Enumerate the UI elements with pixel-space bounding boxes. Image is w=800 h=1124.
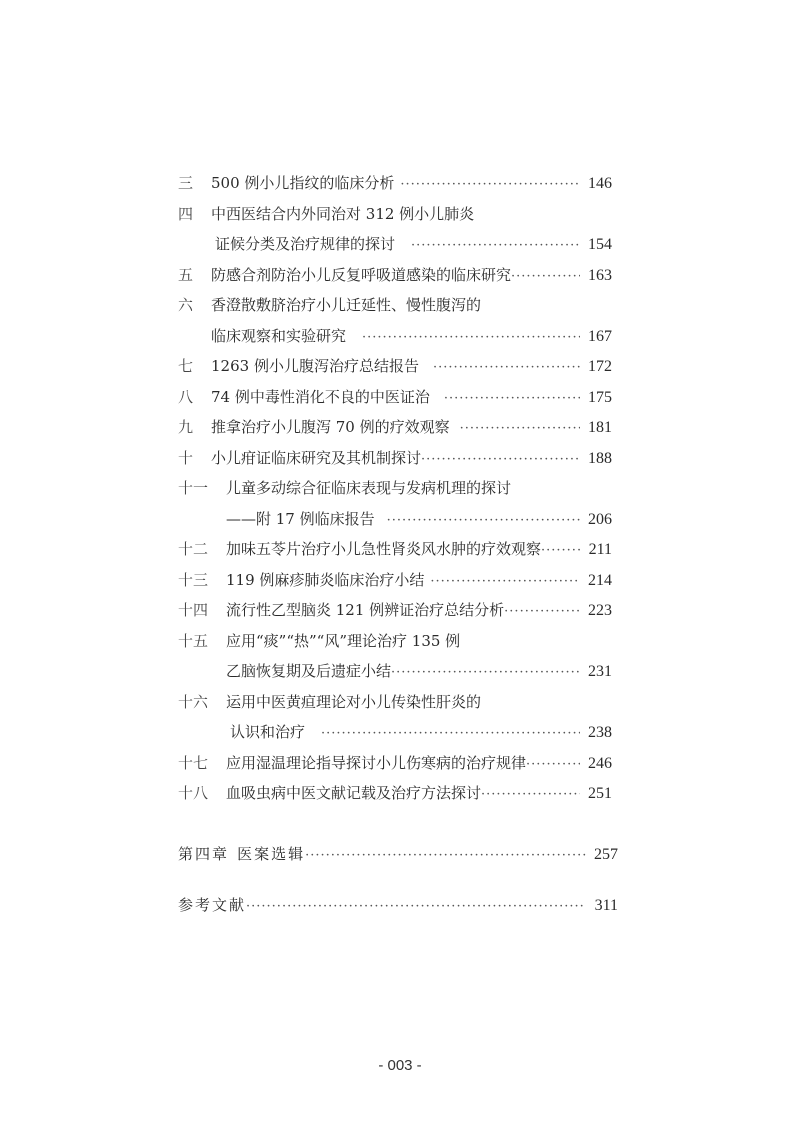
entry-number: 十四	[178, 601, 209, 619]
entry-number: 四	[178, 204, 194, 223]
entry-title-cont: 认识和治疗	[230, 723, 306, 741]
leader-dots	[305, 841, 586, 872]
entry-title: 血吸虫病中医文献记载及治疗方法探讨	[226, 784, 482, 802]
toc-entry-continuation[interactable]	[178, 504, 612, 535]
chapter-page: 257	[594, 846, 618, 863]
chapter-title: 医案选辑	[237, 845, 306, 863]
entry-title: 500 例小儿指纹的临床分析	[211, 174, 395, 192]
references-title: 参考文献	[178, 896, 247, 914]
toc-entry[interactable]	[178, 778, 612, 809]
leader-dots	[541, 536, 580, 567]
toc-entry[interactable]	[178, 565, 612, 596]
toc-entry[interactable]	[178, 412, 612, 443]
leader-dots	[526, 750, 580, 781]
toc-entry[interactable]	[178, 260, 612, 291]
leader-dots	[504, 597, 580, 628]
toc-entry[interactable]	[178, 595, 612, 626]
entry-page: 172	[588, 358, 612, 375]
entry-title-cont: 乙脑恢复期及后遗症小结	[226, 662, 392, 680]
entry-page: 181	[588, 419, 612, 436]
entry-page: 206	[588, 510, 612, 528]
toc-entry-continuation[interactable]	[178, 321, 612, 352]
toc-entry[interactable]	[178, 382, 612, 413]
entry-title: 1263 例小儿腹泻治疗总结报告	[211, 357, 419, 375]
entry-title: 应用“痰”“热”“风”理论治疗 135 例	[226, 631, 461, 650]
leader-dots	[460, 414, 580, 445]
entry-number: 十八	[178, 784, 209, 802]
entry-number: 十五	[178, 631, 209, 650]
entry-title-cont: 证候分类及治疗规律的探讨	[215, 235, 396, 253]
entry-number: 七	[178, 357, 194, 375]
toc-entry[interactable]	[178, 748, 612, 779]
chapter-label: 第四章	[178, 845, 230, 863]
entry-number: 十一	[178, 479, 209, 497]
entry-title: 防感合剂防治小儿反复呼吸道感染的临床研究	[211, 265, 512, 284]
entry-number: 五	[178, 265, 194, 284]
entry-page: 163	[588, 266, 612, 284]
entry-number: 九	[178, 418, 194, 436]
entry-page: 223	[588, 602, 612, 619]
entry-title: 中西医结合内外同治对 312 例小儿肺炎	[211, 204, 475, 223]
entry-page: 154	[588, 236, 612, 253]
leader-dots	[400, 170, 580, 201]
entry-page: 251	[588, 785, 612, 802]
entry-title: 运用中医黄疸理论对小儿传染性肝炎的	[226, 692, 482, 711]
leader-dots	[433, 353, 580, 384]
leader-dots	[444, 384, 580, 415]
entry-page: 146	[588, 175, 612, 192]
toc-entry[interactable]	[178, 626, 612, 657]
toc-entry[interactable]	[178, 443, 612, 474]
entry-number: 六	[178, 296, 194, 314]
entry-title: 74 例中毒性消化不良的中医证治	[211, 387, 430, 406]
references-entry[interactable]	[178, 890, 618, 921]
entry-number: 八	[178, 387, 194, 406]
toc-entry[interactable]	[178, 199, 612, 230]
leader-dots	[321, 719, 580, 750]
toc-entry[interactable]	[178, 473, 612, 504]
entry-title: 推拿治疗小儿腹泻 70 例的疗效观察	[211, 418, 450, 436]
entry-number: 十六	[178, 692, 209, 711]
table-of-contents	[178, 168, 612, 809]
entry-title: 119 例麻疹肺炎临床治疗小结	[226, 570, 425, 589]
entry-number: 十三	[178, 570, 209, 589]
entry-page: 211	[588, 541, 612, 558]
entry-page: 175	[588, 388, 612, 406]
entry-title: 应用湿温理论指导探讨小儿伤寒病的治疗规律	[226, 753, 527, 772]
entry-page: 188	[588, 449, 612, 467]
leader-dots	[481, 780, 580, 811]
leader-dots	[411, 231, 580, 262]
leader-dots	[246, 892, 586, 923]
entry-page: 167	[588, 327, 612, 345]
entry-number: 十	[178, 448, 194, 467]
leader-dots	[511, 262, 580, 293]
leader-dots	[430, 567, 580, 598]
toc-entry[interactable]	[178, 534, 612, 565]
references-page: 311	[594, 897, 618, 914]
entry-number: 十七	[178, 753, 209, 772]
toc-entry-continuation[interactable]	[178, 656, 612, 687]
chapter-four-entry[interactable]	[178, 839, 618, 870]
entry-title: 加味五苓片治疗小儿急性肾炎风水肿的疗效观察	[226, 540, 542, 558]
toc-entry[interactable]	[178, 351, 612, 382]
entry-title: 香澄散敷脐治疗小儿迁延性、慢性腹泻的	[211, 296, 482, 314]
entry-title: 小儿疳证临床研究及其机制探讨	[211, 448, 422, 467]
leader-dots	[387, 506, 580, 537]
entry-title-cont: 临床观察和实验研究	[211, 326, 347, 345]
toc-entry-continuation[interactable]	[178, 717, 612, 748]
leader-dots	[362, 323, 580, 354]
entry-page: 246	[588, 754, 612, 772]
page-number: - 003 -	[378, 1057, 422, 1074]
entry-number: 三	[178, 174, 194, 192]
toc-entry[interactable]	[178, 290, 612, 321]
entry-title-cont: ——附 17 例临床报告	[226, 509, 375, 528]
toc-entry[interactable]	[178, 168, 612, 199]
toc-entry[interactable]	[178, 687, 612, 718]
entry-title: 儿童多动综合征临床表现与发病机理的探讨	[226, 479, 512, 497]
entry-page: 238	[588, 724, 612, 741]
entry-page: 214	[588, 571, 612, 589]
entry-page: 231	[588, 663, 612, 680]
leader-dots	[421, 445, 580, 476]
toc-entry-continuation[interactable]	[178, 229, 612, 260]
entry-number: 十二	[178, 540, 209, 558]
leader-dots	[391, 658, 580, 689]
entry-title: 流行性乙型脑炎 121 例辨证治疗总结分析	[226, 601, 505, 619]
